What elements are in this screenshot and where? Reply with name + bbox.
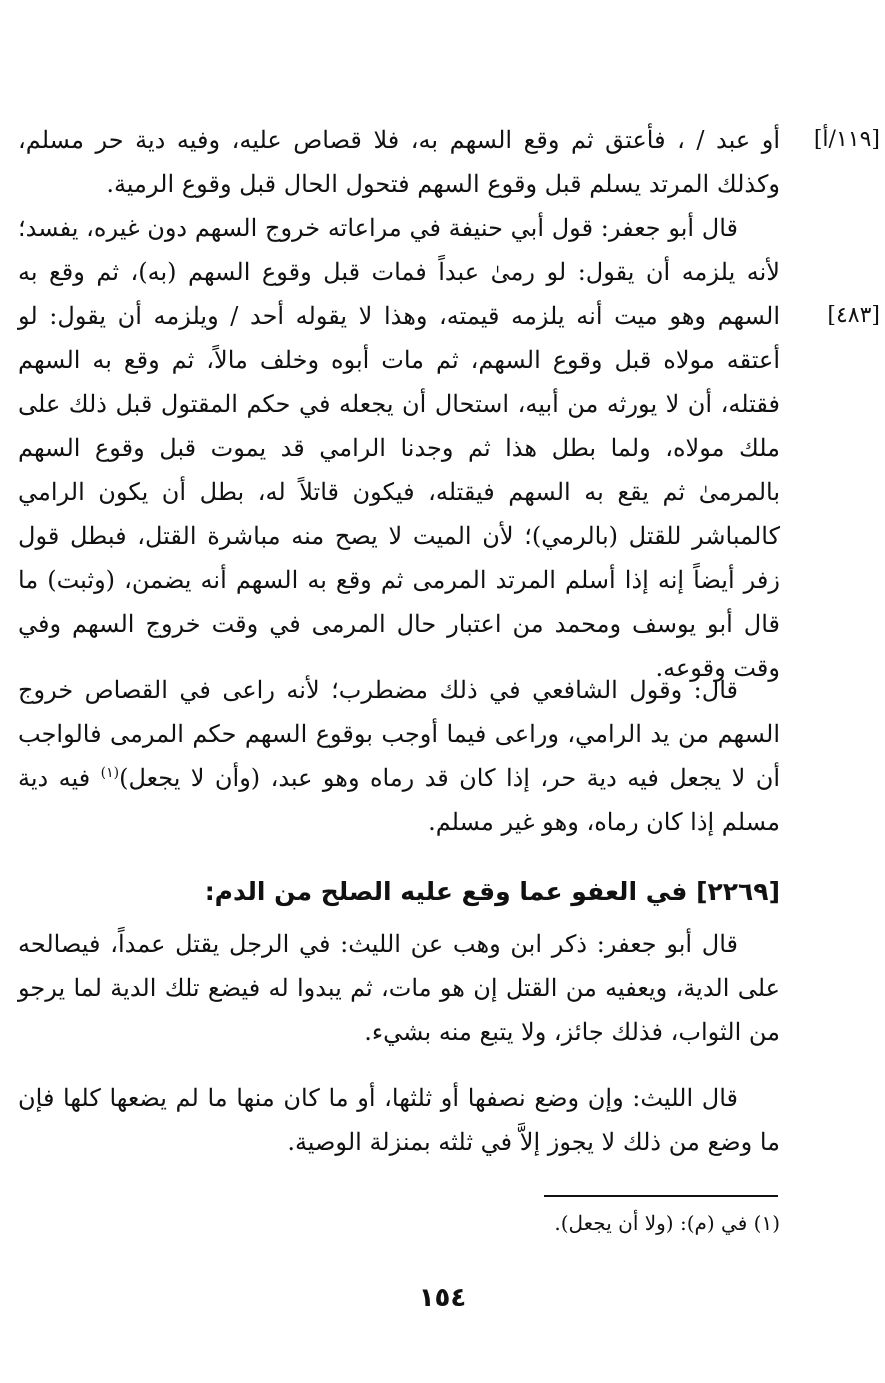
footnote: (١) في (م): (ولا أن يجعل). xyxy=(554,1211,780,1235)
paragraph-1: أو عبد / ، فأعتق ثم وقع السهم به، فلا قصاص عليه، وفيه دية حر مسلم، وكذلك المرتد يسلم قبل وقوع السهم فتحول الحال قبل وقوع الرمية. xyxy=(18,126,780,198)
footnote-divider xyxy=(544,1195,778,1197)
paragraph-3 xyxy=(18,668,780,844)
paragraph-2: قال أبو جعفر: قول أبي حنيفة في مراعاته خروج السهم دون غيره، يفسد؛ لأنه يلزمه أن يقول: لو رمىٰ عبداً فمات قبل وقوع السهم (به)، ثم وقع به السهم وهو ميت أنه يلزمه قيمته، وهذا لا يقوله أحد / ويلزمه أن يقول: لو أعتقه مولاه قبل وقوع السهم، ثم مات أبوه وخلف مالاً، ثم وقع به السهم فقتله، أن لا يورثه من أبيه، استحال أن يجعله في حكم المقتول قبل ذلك على ملك مولاه، ولما بطل هذا ثم وجدنا الرامي قد يموت قبل وقوع السهم بالمرمىٰ ثم يقع به السهم فيقتله، فيكون قاتلاً له، بطل أن يكون الرامي كالمباشر للقتل (بالرمي)؛ لأن الميت لا يصح منه مباشرة القتل، فبطل قول زفر أيضاً إنه إذا أسلم المرتد المرمى ثم وقع به السهم أنه يضمن، (وثبت) ما قال أبو يوسف ومحمد من اعتبار حال المرمى في وقت خروج السهم وفي وقت وقوعه. xyxy=(18,214,781,682)
page-number: ١٥٤ xyxy=(418,1283,467,1313)
margin-ref-119a: [١١٩/أ] xyxy=(813,127,880,152)
footnote-marker: (١) xyxy=(100,765,120,781)
margin-ref-483: [٤٨٣] xyxy=(827,303,880,328)
section-heading: [٢٢٦٩] في العفو عما وقع عليه الصلح من الدم: xyxy=(204,877,780,906)
paragraph-3-text-a: قال: وقول الشافعي في ذلك مضطرب؛ لأنه راعى في القصاص خروج السهم من يد الرامي، وراعى فيما أوجب بوقوع السهم حكم المرمى فالواجب أن لا يجعل فيه دية حر، إذا كان قد رماه وهو عبد، (وأن لا يجعل) xyxy=(18,676,780,792)
paragraph-3-text-b: فيه دية مسلم إذا كان رماه، وهو غير مسلم. xyxy=(18,764,780,836)
paragraph-5: قال الليث: وإن وضع نصفها أو ثلثها، أو ما كان منها ما لم يضعها كلها فإن ما وضع من ذلك لا يجوز إلاَّ في ثلثه بمنزلة الوصية. xyxy=(18,1084,780,1156)
paragraph-4: قال أبو جعفر: ذكر ابن وهب عن الليث: في الرجل يقتل عمداً، فيصالحه على الدية، ويعفيه من القتل إن هو مات، ثم يبدوا له فيضع تلك الدية لما يرجو من الثواب، فذلك جائز، ولا يتبع منه بشيء. xyxy=(18,930,781,1046)
